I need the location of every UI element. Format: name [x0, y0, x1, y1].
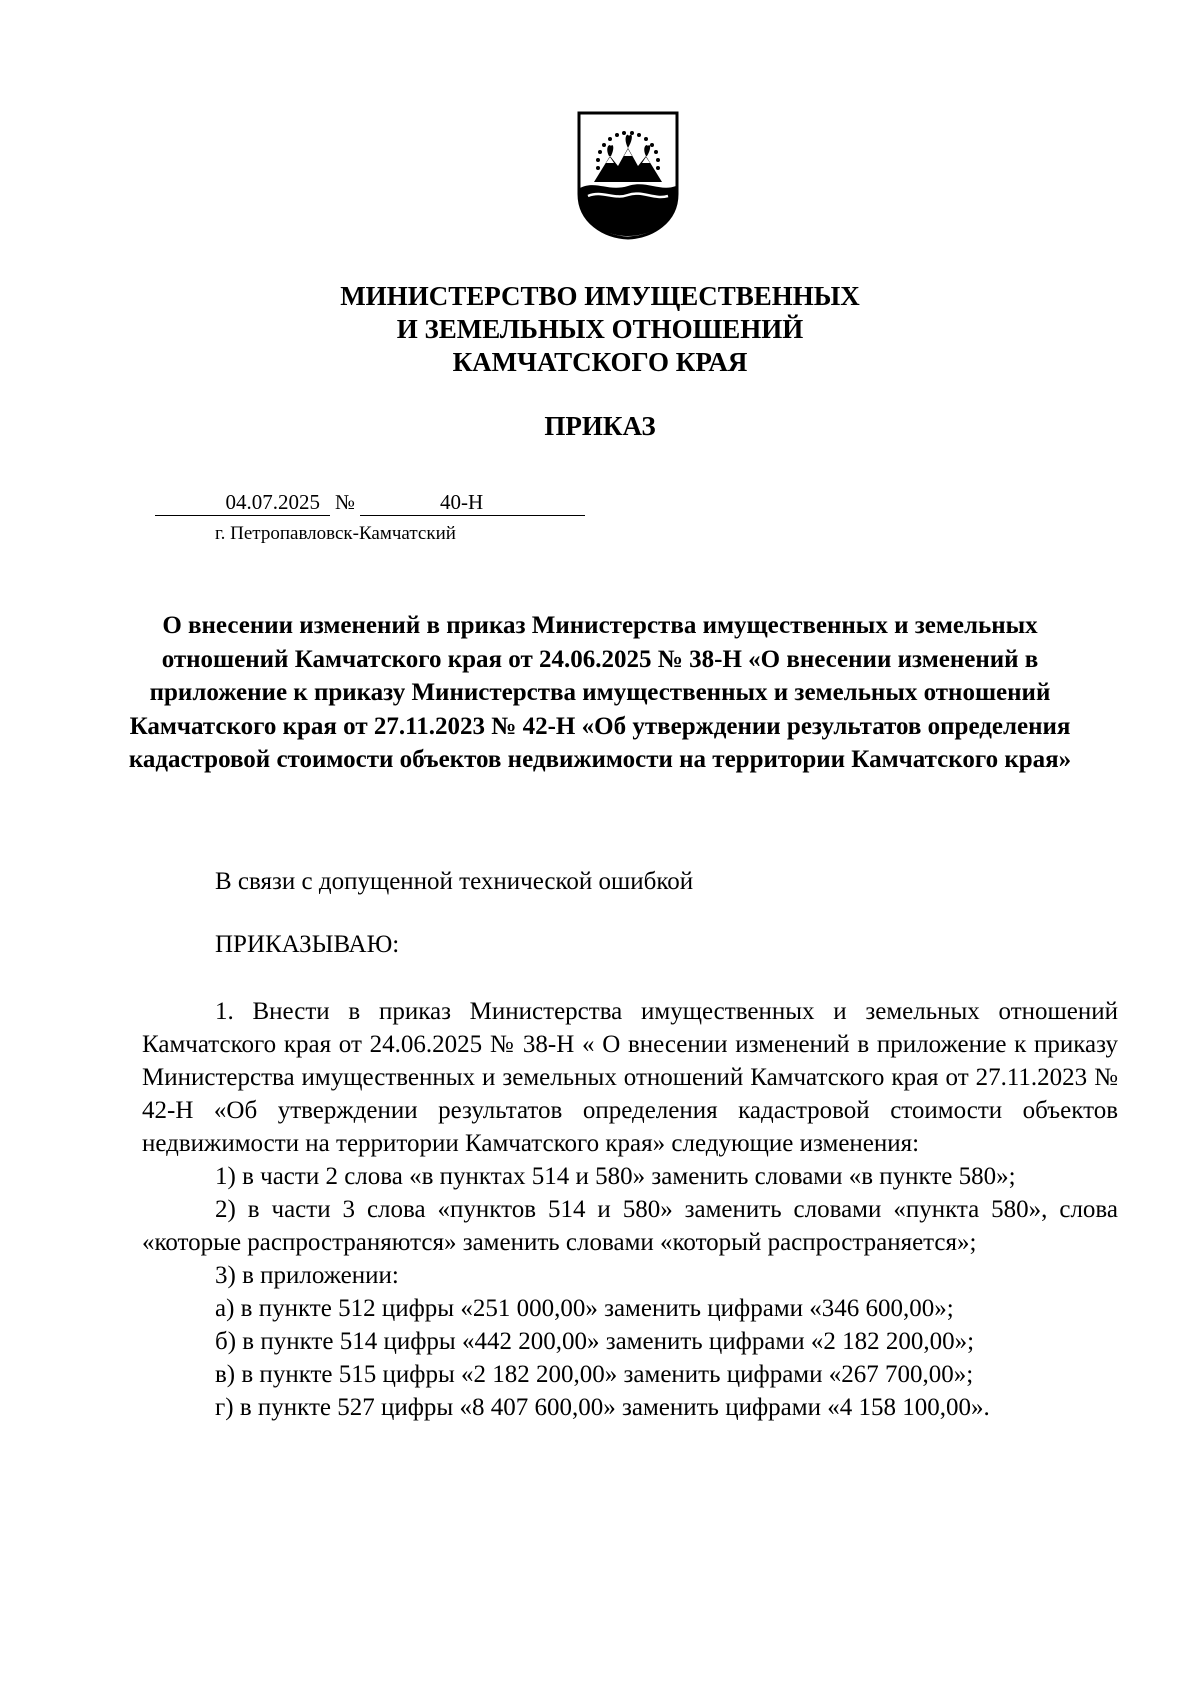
date-number-line: [155, 489, 585, 515]
paragraph-1-3: 3) в приложении:: [215, 1262, 399, 1289]
ministry-line-2: И ЗЕМЕЛЬНЫХ ОТНОШЕНИЙ: [396, 314, 804, 344]
ministry-name: [0, 280, 1200, 379]
order-number: 40-Н: [360, 489, 585, 516]
order-date: 04.07.2025: [155, 489, 330, 516]
ministry-line-1: МИНИСТЕРСТВО ИМУЩЕСТВЕННЫХ: [340, 281, 860, 311]
order-title: О внесении изменений в приказ Министерства имущественных и земельных отношений Камчатского края от 24.06.2025 № 38-Н «О внесении изменений в приложение к приказу Министерства имущественных и земельных отношений Камчатского края от 27.11.2023 № 42-Н «Об утверждении результатов определения кадастровой стоимости объектов недвижимости на территории Камчатского края»: [128, 612, 1072, 773]
paragraph-1-3-c: в) в пункте 515 цифры «2 182 200,00» заменить цифрами «267 700,00»;: [215, 1361, 974, 1388]
paragraph-1-2: 2) в части 3 слова «пунктов 514 и 580» заменить словами «пункта 580», слова «которые распространяются» заменить словами «который распространяется»;: [142, 1196, 1118, 1256]
paragraph-1: 1. Внести в приказ Министерства имущественных и земельных отношений Камчатского края от 24.06.2025 № 38-Н « О внесении изменений в приложение к приказу Министерства имущественных и земельных отношений Камчатского края от 27.11.2023 № 42-Н «Об утверждении результатов определения кадастровой стоимости объектов недвижимости на территории Камчатского края» следующие изменения:: [142, 998, 1118, 1157]
number-sign: №: [334, 490, 356, 514]
kamchatka-coat-of-arms-icon: [576, 110, 680, 240]
city-name: г. Петропавловск-Камчатский: [215, 523, 456, 544]
order-reason: В связи с допущенной технической ошибкой: [215, 868, 694, 895]
paragraph-1-3-d: г) в пункте 527 цифры «8 407 600,00» заменить цифрами «4 158 100,00».: [215, 1394, 990, 1421]
ministry-line-3: КАМЧАТСКОГО КРАЯ: [452, 347, 748, 377]
paragraph-1-3-b: б) в пункте 514 цифры «442 200,00» заменить цифрами «2 182 200,00»;: [215, 1328, 975, 1355]
order-command: ПРИКАЗЫВАЮ:: [215, 931, 400, 958]
paragraph-1-3-a: а) в пункте 512 цифры «251 000,00» заменить цифрами «346 600,00»;: [215, 1295, 954, 1322]
order-body: [142, 995, 1118, 1424]
document-type: ПРИКАЗ: [544, 411, 656, 441]
paragraph-1-1: 1) в части 2 слова «в пунктах 514 и 580» заменить словами «в пункте 580»;: [215, 1163, 1016, 1190]
